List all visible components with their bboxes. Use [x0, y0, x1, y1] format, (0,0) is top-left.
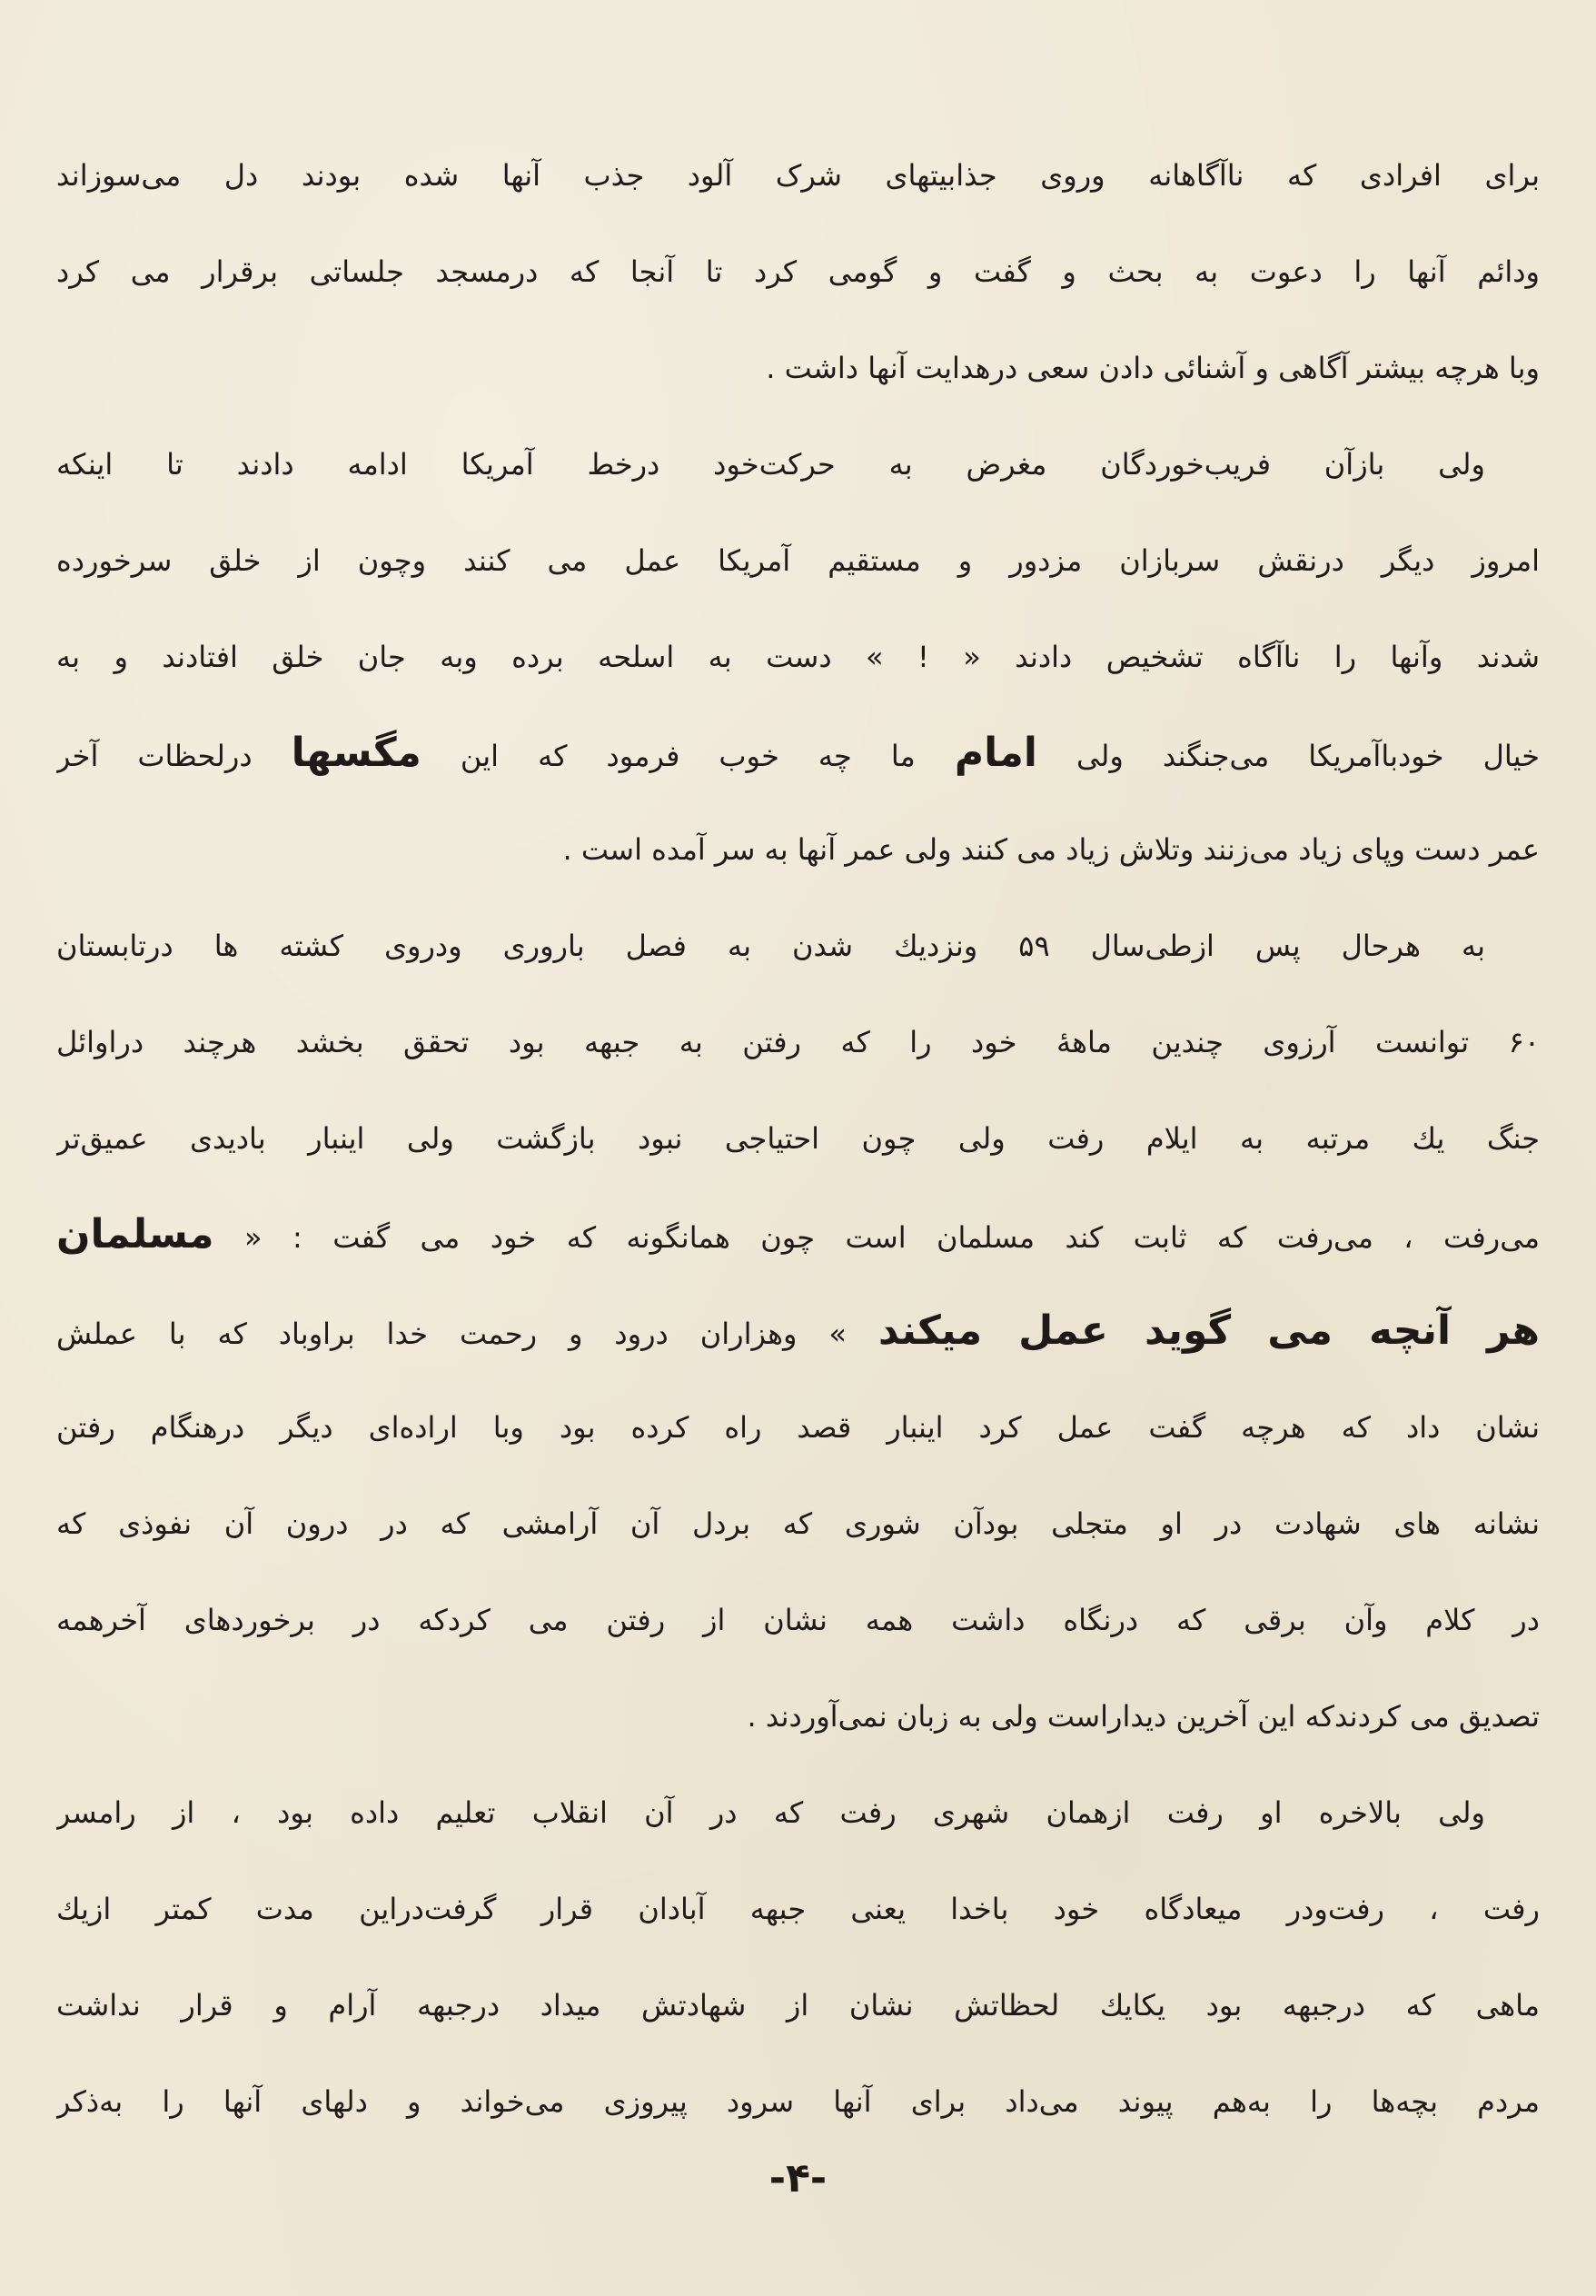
text-line-2: ودائم آنها را دعوت به بحث و گفت و گومی کرد تا آنجا که درمسجد جلساتی برقرار می کرد [56, 254, 1540, 289]
text-line-14: نشان داد که هرچه گفت عمل کرد اینبار قصد راه کرده بود وبا اراده‌ای دیگر درهنگام رفتن [56, 1410, 1540, 1445]
text-line-19: رفت ، رفت‌ودر میعادگاه خود باخدا یعنی جبهه آبادان قرار گرفت‌دراین مدت کمتر ازیك [56, 1892, 1540, 1926]
text-line-11: جنگ یك مرتبه به ایلام رفت ولی چون احتیاجی نبود بازگشت ولی اینبار بادیدی عمیق‌تر [56, 1121, 1540, 1156]
line-12-pre: می‌رفت ، می‌رفت که ثابت کند مسلمان است چون همانگونه که خود می گفت : « [213, 1220, 1540, 1255]
text-line-1: برای افرادی که ناآگاهانه وروی جذابیتهای شرک آلود جذب آنها شده بودند دل می‌سوزاند [56, 158, 1540, 193]
line-13-post: » وهزاران درود و رحمت خدا براوباد که با عملش [56, 1317, 878, 1351]
text-line-7 [56, 705, 1540, 801]
text-line-10: ۶۰ توانست آرزوی چندین ماههٔ خود را که رفتن به جبهه بود تحقق بخشد هرچند دراوائل [56, 1025, 1540, 1059]
line-7-mid: ما چه خوب فرمود که این [421, 739, 955, 773]
text-line-5: امروز دیگر درنقش سربازان مزدور و مستقیم آمریکا عمل می کنند وچون از خلق سرخورده [56, 543, 1540, 578]
page-number: -۴- [768, 2155, 828, 2202]
text-line-9: به هرحال پس ازطی‌سال ۵۹ ونزدیك شدن به فصل باروری ودروی کشته ها درتابستان [56, 929, 1485, 963]
text-line-17: تصدیق می کردندکه این آخرین دیداراست ولی به زبان نمی‌آوردند . [747, 1699, 1540, 1734]
emphasis-quote: هر آنچه می گوید عمل میکند [877, 1307, 1540, 1354]
text-line-13 [56, 1283, 1540, 1379]
emphasis-mosalman: مسلمان [56, 1211, 214, 1257]
text-line-12 [56, 1187, 1540, 1283]
text-line-3: وبا هرچه بیشتر آگاهی و آشنائی دادن سعی درهدایت آنها داشت . [766, 351, 1540, 385]
emphasis-imam: امام [954, 730, 1037, 776]
text-line-16: در کلام وآن برقی که درنگاه داشت همه نشان از رفتن می کردکه در برخوردهای آخرهمه [56, 1603, 1540, 1637]
line-7-post: درلحظات آخر [56, 739, 292, 773]
body-text [56, 127, 1540, 2150]
text-line-18: ولی بالاخره او رفت ازهمان شهری رفت که در آن انقلاب تعلیم داده بود ، از رامسر [56, 1795, 1485, 1830]
emphasis-magasha: مگسها [291, 730, 421, 776]
text-line-8: عمر دست وپای زیاد می‌زنند وتلاش زیاد می کنند ولی عمر آنها به سر آمده است . [562, 832, 1540, 867]
text-line-6: شدند وآنها را ناآگاه تشخیص دادند « ! » دست به اسلحه برده وبه جان خلق افتادند و به [56, 640, 1540, 674]
text-line-4: ولی بازآن فریب‌خوردگان مغرض به حرکت‌خود درخط آمریکا ادامه دادند تا اینکه [56, 447, 1485, 482]
text-line-15: نشانه های شهادت در او متجلی بودآن شوری که بردل آن آرامشی که در درون آن نفوذی که [56, 1506, 1540, 1541]
line-7-pre: خیال خودباآمریکا می‌جنگند ولی [1036, 739, 1540, 773]
text-line-20: ماهی که درجبهه بود یکایك لحظاتش نشان از شهادتش میداد درجبهه آرام و قرار نداشت [56, 1988, 1540, 2023]
text-line-21: مردم بچه‌ها را به‌هم پیوند می‌داد برای آنها سرود پیروزی می‌خواند و دلهای آنها را به‌ذکر [56, 2084, 1540, 2119]
